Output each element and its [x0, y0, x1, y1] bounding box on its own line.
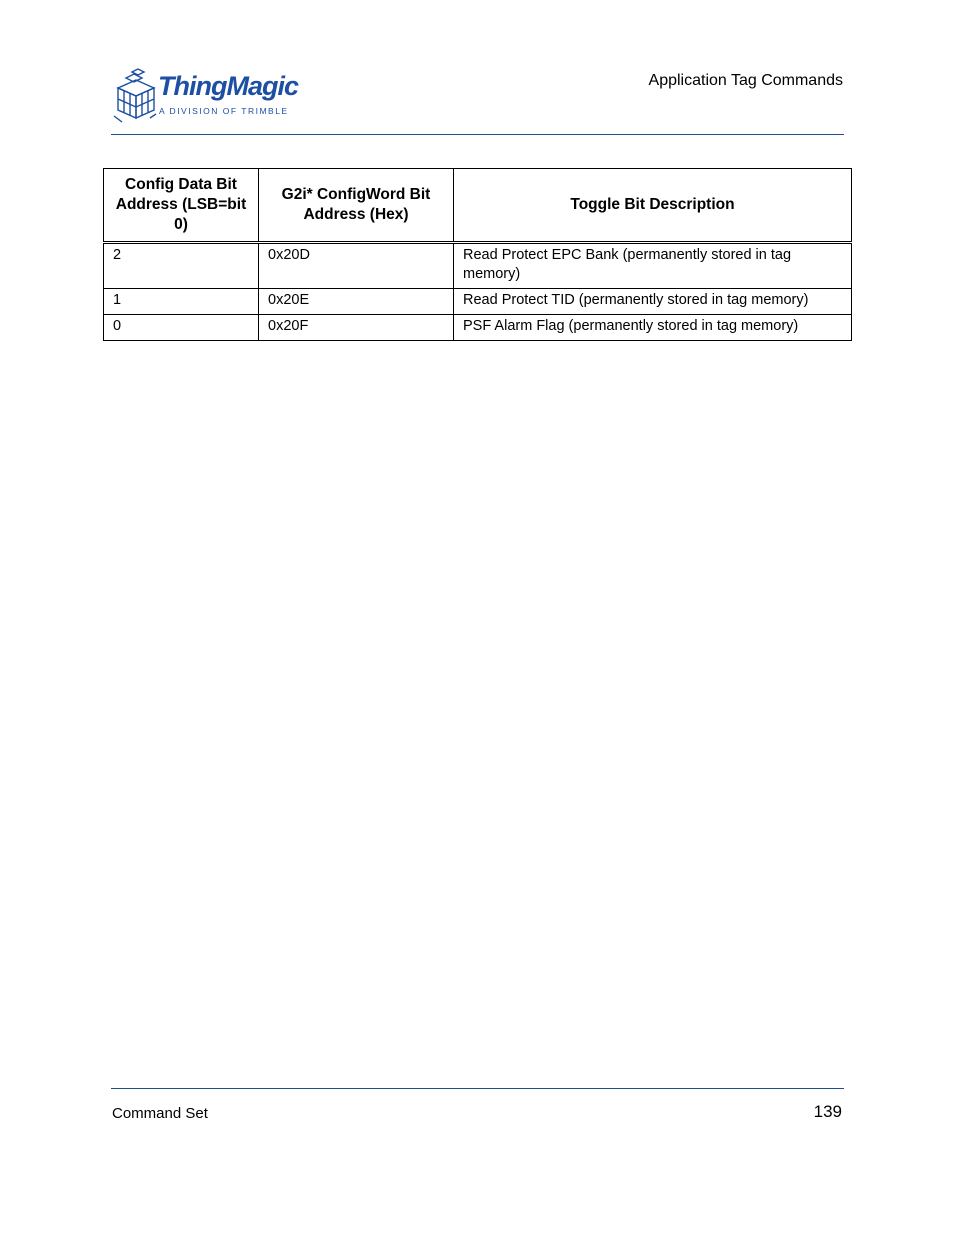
header-config-data-bit-address: Config Data Bit Address (LSB=bit 0): [104, 169, 259, 243]
header-configword-bit-address: G2i* ConfigWord Bit Address (Hex): [259, 169, 454, 243]
table-header-row: [104, 169, 852, 243]
cell-hex-address: 0x20F: [259, 315, 454, 341]
logo-tagline: A DIVISION OF TRIMBLE: [159, 106, 289, 116]
running-header-title: Application Tag Commands: [648, 72, 843, 89]
table-row: [104, 243, 852, 289]
cube-logo-icon: [112, 68, 158, 124]
config-bit-table: [103, 168, 852, 341]
cell-description: Read Protect TID (permanently stored in tag memory): [454, 289, 852, 315]
table-row: [104, 315, 852, 341]
cell-description: PSF Alarm Flag (permanently stored in tag memory): [454, 315, 852, 341]
page-number: 139: [813, 1102, 842, 1121]
footer-rule: [111, 1088, 844, 1089]
header-rule: [111, 134, 844, 135]
cell-bit-address: 0: [104, 315, 259, 341]
cell-bit-address: 1: [104, 289, 259, 315]
cell-bit-address: 2: [104, 243, 259, 289]
header-toggle-bit-description: Toggle Bit Description: [454, 169, 852, 243]
logo-wordmark: ThingMagic: [158, 71, 298, 101]
thingmagic-logo: [112, 68, 312, 124]
cell-hex-address: 0x20E: [259, 289, 454, 315]
cell-hex-address: 0x20D: [259, 243, 454, 289]
cell-description: Read Protect EPC Bank (permanently stored in tag memory): [454, 243, 852, 289]
footer-chapter-title: Command Set: [112, 1105, 208, 1122]
table-row: [104, 289, 852, 315]
